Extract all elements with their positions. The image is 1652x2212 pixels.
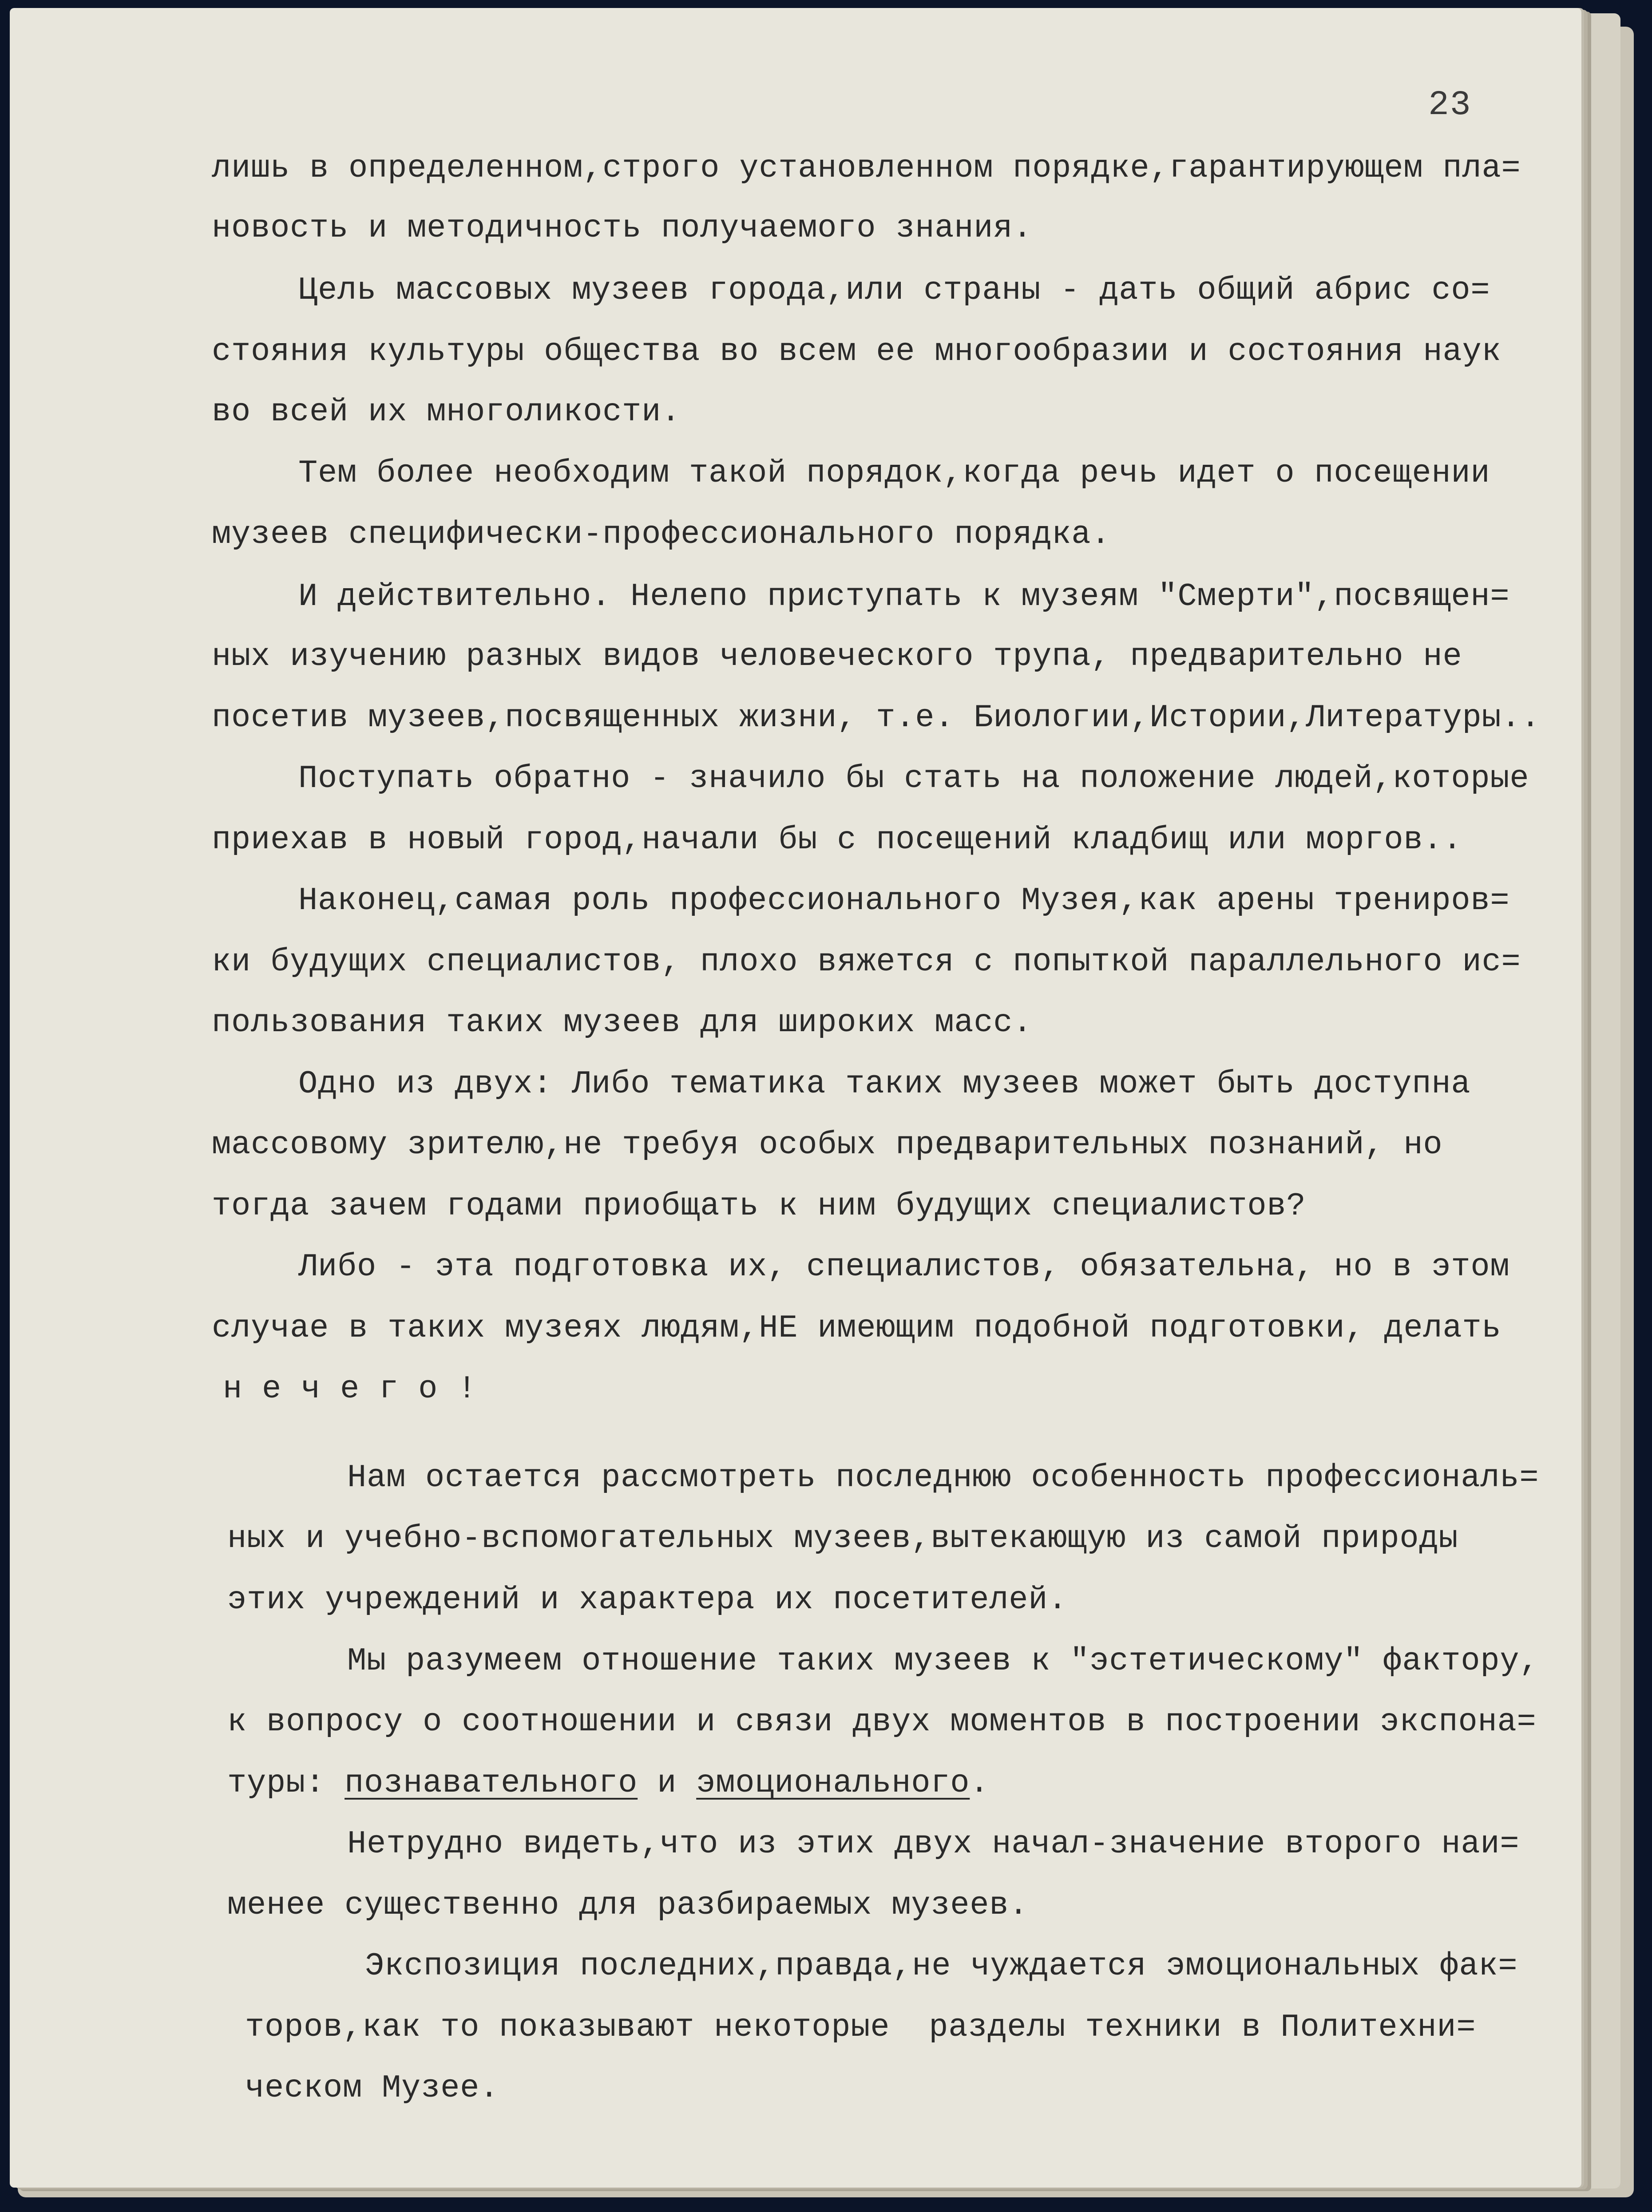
text-line: лишь в определенном,строго установленном порядке,гарантирующем пла= [212,150,1521,186]
text-line: ки будущих специалистов, плохо вяжется с попыткой параллельного ис= [212,944,1521,980]
text-line: Экспозиция последних,правда,не чуждается эмоциональных фак= [365,1948,1518,1984]
text-line: Тем более необходим такой порядок,когда речь идет о посещении [298,455,1490,491]
text-line: Нетрудно видеть,что из этих двух начал-значение второго наи= [347,1826,1520,1862]
text-line: новость и методичность получаемого знания. [212,210,1033,246]
text-line: Нам остается рассмотреть последнюю особенность профессиональ= [347,1460,1539,1496]
text-line: ных изучению разных видов человеческого трупа, предварительно не [212,638,1462,675]
text-line: И действительно. Нелепо приступать к музеям "Смерти",посвящен= [298,578,1510,615]
text-line-underlined-terms [227,1767,989,1799]
text-line: тогда зачем годами приобщать к ним будущих специалистов? [212,1188,1306,1224]
text-fragment: туры: [227,1765,345,1801]
text-line: Одно из двух: Либо тематика таких музеев может быть доступна [298,1066,1471,1102]
text-line: музеев специфически-профессионального порядка. [212,516,1111,553]
text-line: Поступать обратно - значило бы стать на положение людей,которые [298,760,1529,797]
document-page [10,8,1581,2188]
text-line: посетив музеев,посвященных жизни, т.е. Биологии,Истории,Литературы.. [212,700,1541,736]
text-line: Наконец,самая роль профессионального Музея,как арены трениров= [298,882,1510,919]
text-line: ческом Музее. [245,2070,499,2106]
text-line: менее существенно для разбираемых музеев. [227,1887,1029,1923]
text-line: во всей их многоликости. [212,394,681,430]
text-line: приехав в новый город,начали бы с посещений кладбищ или моргов.. [212,822,1462,858]
text-line: стояния культуры общества во всем ее многообразии и состояния наук [212,333,1501,370]
text-line: к вопросу о соотношении и связи двух моментов в построении экспона= [227,1704,1537,1740]
text-line: н е ч е г о ! [223,1371,477,1407]
text-fragment: и [638,1765,697,1801]
page-number: 23 [1428,86,1472,125]
text-fragment: . [970,1765,990,1801]
text-line: массовому зрителю,не требуя особых предварительных познаний, но [212,1127,1443,1163]
text-line: этих учреждений и характера их посетителей. [227,1582,1068,1618]
underlined-term-cognitive: познавательного [345,1765,638,1801]
text-line: ных и учебно-вспомогательных музеев,вытекающую из самой природы [227,1520,1458,1557]
text-line: Либо - эта подготовка их, специалистов, обязательна, но в этом [298,1249,1510,1285]
underlined-term-emotional: эмоционального [696,1765,970,1801]
text-line: случае в таких музеях людям,НЕ имеющим подобной подготовки, делать [212,1310,1501,1346]
text-line: Цель массовых музеев города,или страны - дать общий абрис со= [298,272,1490,309]
text-line: торов,как то показывают некоторые разделы техники в Политехни= [245,2009,1476,2046]
text-line: пользования таких музеев для широких масс. [212,1005,1033,1041]
text-line: Мы разумеем отношение таких музеев к "эстетическому" фактору, [347,1643,1539,1679]
